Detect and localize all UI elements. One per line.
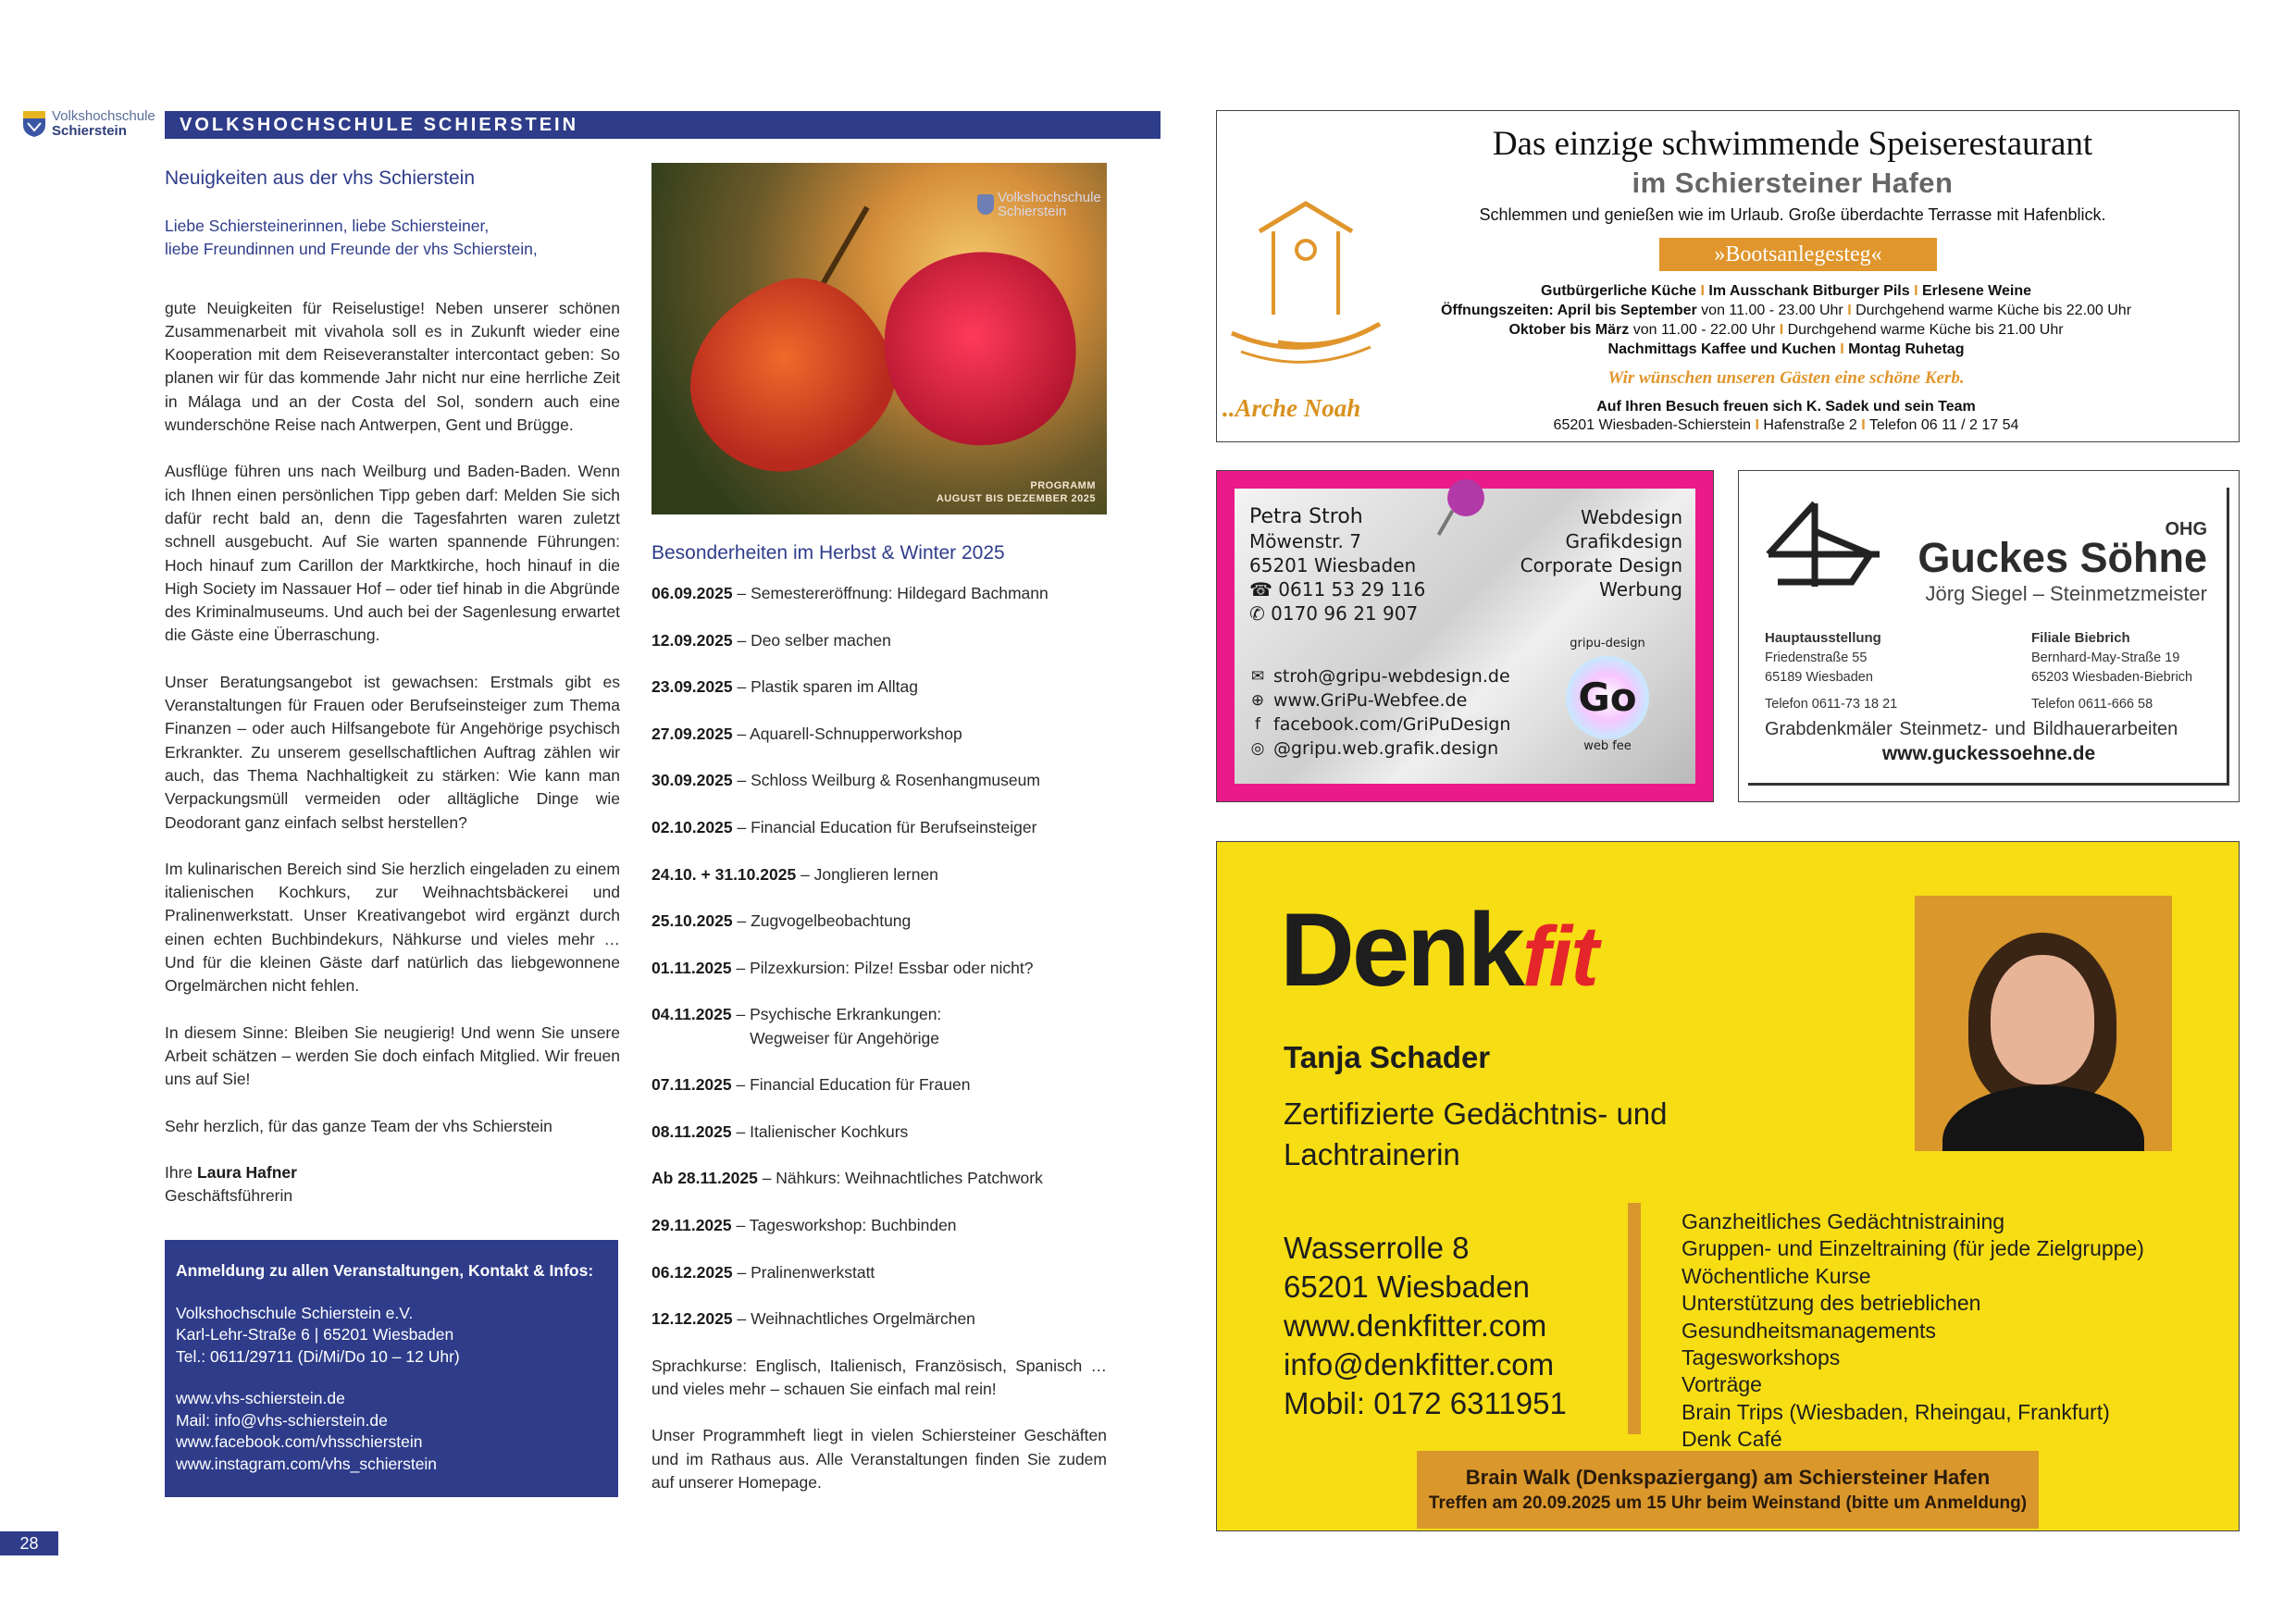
event-desc: – Nähkurs: Weihnachtliches Patchwork — [757, 1169, 1043, 1188]
infobox-org: Volkshochschule Schierstein e.V. — [176, 1303, 414, 1322]
event-date: 12.09.2025 — [652, 630, 733, 650]
facebook-icon: f — [1255, 715, 1260, 734]
separator: I — [1700, 283, 1705, 299]
brain-walk-title: Brain Walk (Denkspaziergang) am Schiersteiner Hafen — [1465, 1466, 1991, 1489]
mail-icon: ✉ — [1250, 667, 1265, 686]
vhs-logo — [22, 98, 161, 150]
denk-title — [1284, 1094, 1668, 1175]
stroh-service: Webdesign — [1581, 506, 1682, 528]
event-item — [652, 1003, 1107, 1050]
event-date: 04.11.2025 — [652, 1005, 732, 1024]
arche-extra-2: Montag Ruhetag — [1848, 341, 1965, 357]
event-item — [652, 582, 1107, 605]
event-date: 02.10.2025 — [652, 817, 733, 836]
infobox-phone: Tel.: 0611/29711 (Di/Mi/Do 10 – 12 Uhr) — [176, 1346, 460, 1366]
gripu-logo — [1547, 637, 1668, 766]
stroh-web[interactable]: www.GriPu-Webfee.de — [1273, 690, 1468, 711]
guckes-loc1-phone: Telefon 0611-73 18 21 — [1765, 697, 1898, 712]
separator: I — [1779, 322, 1784, 338]
denk-service: Brain Trips (Wiesbaden, Rheingau, Frankfurt) — [1682, 1399, 2110, 1424]
letter-signature — [165, 1161, 620, 1208]
ad-petra-stroh — [1216, 470, 1714, 802]
denkfit-logo-b: fit — [1521, 910, 1597, 1004]
event-item — [652, 910, 1107, 933]
greeting-line-2: liebe Freundinnen und Freunde der vhs Schierstein, — [165, 240, 538, 259]
event-date: 23.09.2025 — [652, 677, 733, 697]
stroh-service: Grafikdesign — [1565, 530, 1682, 552]
brain-walk-banner — [1417, 1451, 2039, 1529]
letter-paragraph-1: gute Neuigkeiten für Reiselustige! Neben unserer schönen Zusammenarbeit mit vivahola soll es in Zukunft wieder eine Kooperation mit dem Reiseveranstalter intercontact geben: So planen wir für das kommende Jahr nicht nur eine herrliche Zeit in Málaga und an der Costa del Sol, sondern auch eine wunderschöne Reise nach Antwerpen, Gent und Brügge. — [165, 298, 620, 435]
mobile-icon: ✆ — [1249, 602, 1265, 625]
section-header-bar: VOLKSHOCHSCHULE SCHIERSTEIN — [165, 111, 1160, 139]
arche-kitchen-3: Erlesene Weine — [1922, 283, 2031, 299]
arche-hours-2-label: Oktober bis März — [1508, 322, 1630, 338]
photo-logo-line2: Schierstein — [998, 204, 1067, 219]
sign-name: Laura Hafner — [197, 1162, 297, 1182]
guckes-loc1-title: Hauptausstellung — [1765, 630, 1881, 646]
denk-street: Wasserrolle 8 — [1284, 1231, 1470, 1265]
arche-address-2: Hafenstraße 2 — [1763, 417, 1857, 433]
event-item — [652, 675, 1107, 699]
denk-service: Denk Café — [1682, 1427, 1782, 1452]
letter-paragraph-4: Im kulinarischen Bereich sind Sie herzlich eingeladen zu einem italienischen Kochkurs, zur Weihnachtsbäckerei und Pralinenwerkstatt. Unser Kreativangebot wird ergänzt durch einen echten Buchbindekurs, Nähkurse und vieles mehr … Und für die kleinen Gäste darf natürlich das liebgewonnene Orgelmärchen nicht fehlen. — [165, 859, 620, 996]
denk-service: Wöchentliche Kurse — [1682, 1263, 1871, 1288]
infobox-title: Anmeldung zu allen Veranstaltungen, Kontakt & Infos: — [176, 1261, 594, 1280]
guckes-subtitle: Jörg Siegel – Steinmetzmeister — [1925, 582, 2207, 605]
program-booklet-note: Unser Programmheft liegt in vielen Schiersteiner Geschäften und im Rathaus aus. Alle Veranstaltungen finden Sie zudem auf unserer Homepage. — [652, 1426, 1107, 1492]
guckes-loc1-city: 65189 Wiesbaden — [1765, 670, 1873, 685]
stroh-instagram[interactable]: @gripu.web.grafik.design — [1273, 738, 1499, 759]
photo-logo — [977, 191, 1101, 218]
guckes-location-main — [1765, 628, 1897, 714]
photo-caption — [937, 479, 1096, 505]
event-date: 27.09.2025 — [652, 724, 733, 743]
event-desc: – Psychische Erkrankungen: Wegweiser für Angehörige — [736, 1005, 942, 1047]
stroh-city: 65201 Wiesbaden — [1249, 554, 1417, 576]
separator: I — [1914, 283, 1918, 299]
stroh-street: Möwenstr. 7 — [1249, 530, 1361, 552]
denk-city: 65201 Wiesbaden — [1284, 1270, 1531, 1304]
arche-info — [1347, 281, 2226, 359]
denk-mail[interactable]: info@denkfitter.com — [1284, 1347, 1555, 1381]
guckes-url[interactable]: www.guckessoehne.de — [1881, 743, 2096, 764]
event-item — [652, 1073, 1107, 1096]
phone-icon: ☎ — [1249, 578, 1272, 601]
photo-caption-1: PROGRAMM — [1030, 480, 1096, 491]
event-desc: – Aquarell-Schnupperworkshop — [732, 724, 962, 743]
event-desc: – Schloss Weilburg & Rosenhangmuseum — [732, 771, 1040, 790]
separator: I — [1861, 417, 1866, 433]
event-desc: – Weihnachtliches Orgelmärchen — [732, 1309, 975, 1329]
letter-paragraph-5: In diesem Sinne: Bleiben Sie neugierig! Und wenn Sie unsere Arbeit schätzen – werden Sie doch einfach Mitglied. Wir freuen uns auf Sie! — [165, 1022, 620, 1089]
stroh-service: Corporate Design — [1520, 554, 1682, 576]
infobox-address: Karl-Lehr-Straße 6 | 65201 Wiesbaden — [176, 1325, 454, 1344]
arche-hours-1-note: Durchgehend warme Küche bis 22.00 Uhr — [1851, 303, 2132, 318]
event-desc: – Jonglieren lernen — [796, 864, 938, 884]
denk-title-2: Lachtrainerin — [1284, 1137, 1460, 1171]
event-item — [652, 1121, 1107, 1144]
arche-hours-1-time: von 11.00 - 23.00 Uhr — [1696, 303, 1848, 318]
event-item — [652, 1167, 1107, 1190]
pushpin-needle — [1437, 510, 1454, 536]
stonemason-logo-icon — [1759, 499, 1889, 591]
denk-title-1: Zertifizierte Gedächtnis- und — [1284, 1096, 1668, 1131]
denkfit-logo-a: Denk — [1280, 892, 1522, 1008]
arche-address-3: Telefon 06 11 / 2 17 54 — [1868, 417, 2019, 433]
arche-extra-1: Nachmittags Kaffee und Kuchen — [1607, 341, 1836, 357]
ad-guckes-soehne — [1738, 470, 2240, 802]
letter-paragraph-3: Unser Beratungsangebot ist gewachsen: Erstmals gibt es Veranstaltungen für Frauen oder Berufseinsteiger zum Thema Finanzen – oder auch Hilfsangebote für Angehörige psychisch Erkrankter. Zu unserem gesellschaftlichen Auftrag zählen wir auch, das Thema Nachhaltigkeit zu stärken: Wie kann man Verpackungsmüll vermeiden oder alltägliche Dinge wie Deodorant ganz einfach selbst herstellen? — [165, 672, 620, 832]
vhs-logo-text — [52, 109, 155, 139]
event-desc: – Financial Education für Frauen — [731, 1075, 971, 1095]
stroh-phone: 0611 53 29 116 — [1278, 578, 1426, 601]
denk-service: Tagesworkshops — [1682, 1345, 1841, 1370]
sign-role: Geschäftsführerin — [165, 1186, 293, 1206]
stroh-service: Werbung — [1599, 578, 1682, 601]
event-date: 07.11.2025 — [652, 1075, 732, 1095]
guckes-ohg: OHG — [2165, 519, 2207, 539]
separator: I — [1840, 341, 1844, 357]
event-item — [652, 723, 1107, 746]
guckes-loc2-street: Bernhard-May-Straße 19 — [2031, 650, 2180, 665]
event-item — [652, 629, 1107, 652]
arche-subtitle: im Schiersteiner Hafen — [1632, 167, 1954, 199]
red-leaf — [864, 232, 1095, 463]
guckes-loc2-city: 65203 Wiesbaden-Biebrich — [2031, 670, 2193, 685]
brain-walk-date: Treffen am 20.09.2025 um 15 Uhr beim Weinstand (bitte um Anmeldung) — [1428, 1493, 2028, 1513]
contact-infobox — [165, 1240, 618, 1497]
stroh-email[interactable]: stroh@gripu-webdesign.de — [1273, 666, 1510, 687]
arche-brand: ..Arche Noah — [1222, 394, 1361, 422]
vhs-logo-line2: Schierstein — [52, 123, 127, 139]
arche-tagline: Schlemmen und genießen wie im Urlaub. Große überdachte Terrasse mit Hafenblick. — [1479, 205, 2106, 224]
stroh-business-card — [1235, 489, 1695, 784]
event-item — [652, 1307, 1107, 1331]
denk-service: Gruppen- und Einzeltraining (für jede Zielgruppe) — [1682, 1236, 2144, 1261]
arche-kitchen-2: Im Ausschank Bitburger Pils — [1708, 283, 1910, 299]
separator: I — [1847, 303, 1852, 318]
arche-kitchen-1: Gutbürgerliche Küche — [1541, 283, 1697, 299]
event-desc: – Pilzexkursion: Pilze! Essbar oder nicht? — [731, 958, 1034, 977]
portrait-body — [1942, 1085, 2144, 1151]
infobox-mail-link[interactable]: Mail: info@vhs-schierstein.de — [176, 1410, 388, 1430]
arche-address-1: 65201 Wiesbaden-Schierstein — [1553, 417, 1752, 433]
arche-title: Das einzige schwimmende Speiserestaurant — [1492, 125, 2093, 163]
event-date: 08.11.2025 — [652, 1121, 732, 1141]
gripu-logo-bottom: web fee — [1583, 739, 1632, 753]
event-date: 30.09.2025 — [652, 771, 733, 790]
event-date: 01.11.2025 — [652, 958, 732, 977]
gripu-logo-top: gripu-design — [1570, 637, 1645, 650]
photo-shield-icon — [977, 194, 994, 215]
separator: I — [1755, 417, 1759, 433]
sign-prefix: Ihre — [165, 1162, 193, 1182]
guckes-tags: Grabdenkmäler Steinmetz- und Bildhauerarbeiten — [1765, 719, 2178, 739]
globe-icon: ⊕ — [1250, 691, 1265, 710]
denk-contact — [1284, 1229, 1567, 1423]
portrait-photo — [1915, 896, 2172, 1151]
event-date: 06.12.2025 — [652, 1262, 733, 1282]
arche-hours-2-time: von 11.00 - 22.00 Uhr — [1629, 322, 1780, 338]
event-desc: – Plastik sparen im Alltag — [732, 677, 918, 697]
infobox-instagram-link[interactable]: www.instagram.com/vhs_schierstein — [176, 1454, 438, 1473]
infobox-facebook-link[interactable]: www.facebook.com/vhsschierstein — [176, 1432, 423, 1451]
program-cover-photo — [652, 163, 1107, 514]
event-date: 25.10.2025 — [652, 911, 733, 931]
denk-divider — [1628, 1203, 1641, 1434]
denk-services — [1682, 1208, 2239, 1454]
event-date: 06.09.2025 — [652, 584, 733, 602]
letter-greeting — [165, 215, 620, 262]
event-date: 24.10. + 31.10.2025 — [652, 864, 797, 884]
letter-paragraph-2: Ausflüge führen uns nach Weilburg und Baden-Baden. Wenn ich Ihnen einen persönlichen Tipp geben darf: Melden Sie sich dafür recht bald an, denn die Tagesfahrten waren zuletzt schnell ausgebucht. Auf Sie warten spannende Führungen: Hoch hinauf zum Carillon der Marktkirche, hoch hinauf in die High Society im Nassauer Hof – oder tief hinab in die Abgründe des Kriminalmuseums. Und auch bei der Sagenlesung erwartet die Gäste eine Überraschung. — [165, 462, 620, 645]
event-desc: – Zugvogelbeobachtung — [732, 911, 912, 931]
stroh-mobile: 0170 96 21 907 — [1271, 602, 1419, 625]
event-date: 29.11.2025 — [652, 1216, 732, 1235]
events-column — [652, 163, 1107, 1518]
arche-footer — [1347, 398, 2226, 435]
guckes-location-branch — [2031, 628, 2192, 714]
photo-logo-line1: Volkshochschule — [998, 190, 1101, 205]
stroh-services — [1520, 505, 1682, 601]
event-item — [652, 769, 1107, 792]
denk-service: Vorträge — [1682, 1372, 1762, 1397]
event-item — [652, 1214, 1107, 1237]
event-item — [652, 1261, 1107, 1284]
gripu-logo-mid: Go — [1566, 656, 1649, 739]
vhs-logo-line1: Volkshochschule — [52, 108, 155, 124]
portrait-face — [1991, 955, 2094, 1084]
events-list — [652, 582, 1107, 1332]
guckes-loc2-phone: Telefon 0611-666 58 — [2031, 697, 2153, 712]
arche-wish: Wir wünschen unseren Gästen eine schöne Kerb. — [1607, 368, 1965, 388]
events-title: Besonderheiten im Herbst & Winter 2025 — [652, 542, 1005, 564]
denk-service: Unterstützung des betrieblichen Gesundheitsmanagements — [1682, 1291, 1981, 1343]
denk-mobile: Mobil: 0172 6311951 — [1284, 1386, 1567, 1420]
orange-leaf — [663, 254, 917, 497]
denk-web[interactable]: www.denkfitter.com — [1284, 1308, 1547, 1343]
event-desc: – Italienischer Kochkurs — [731, 1121, 909, 1141]
letter-heading: Neuigkeiten aus der vhs Schierstein — [165, 167, 476, 189]
arche-hours-1-label: Öffnungszeiten: April bis September — [1440, 303, 1697, 318]
greeting-line-1: Liebe Schiersteinerinnen, liebe Schiersteiner, — [165, 217, 490, 235]
stroh-address — [1249, 505, 1425, 626]
letter-column — [165, 167, 620, 1208]
guckes-loc2-title: Filiale Biebrich — [2031, 630, 2130, 646]
stroh-contacts — [1249, 664, 1510, 761]
event-desc: – Financial Education für Berufseinsteiger — [732, 817, 1037, 836]
arche-badge: »Bootsanlegesteg« — [1659, 238, 1937, 271]
arche-welcome: Auf Ihren Besuch freuen sich K. Sadek und sein Team — [1596, 399, 1976, 415]
stroh-facebook[interactable]: facebook.com/GriPuDesign — [1273, 714, 1511, 735]
event-item — [652, 863, 1107, 886]
event-date: Ab 28.11.2025 — [652, 1169, 758, 1188]
denk-name: Tanja Schader — [1284, 1040, 1491, 1074]
stroh-name: Petra Stroh — [1249, 505, 1363, 528]
event-item — [652, 816, 1107, 839]
page-number: 28 — [0, 1531, 58, 1555]
guckes-name: Guckes Söhne — [1917, 534, 2207, 581]
event-desc: – Deo selber machen — [732, 630, 891, 650]
vhs-shield-icon — [22, 110, 46, 138]
photo-caption-2: AUGUST BIS DEZEMBER 2025 — [936, 493, 1096, 504]
event-desc: – Tagesworkshop: Buchbinden — [731, 1216, 957, 1235]
letter-paragraph-6: Sehr herzlich, für das ganze Team der vhs Schierstein — [165, 1116, 552, 1135]
denk-service: Ganzheitliches Gedächtnistraining — [1682, 1209, 2005, 1233]
event-desc: – Pralinenwerkstatt — [732, 1262, 875, 1282]
event-date: 12.12.2025 — [652, 1309, 733, 1329]
arche-hours-2-note: Durchgehend warme Küche bis 21.00 Uhr — [1783, 322, 2064, 338]
denkfit-logo — [1280, 890, 1597, 1010]
guckes-loc1-street: Friedenstraße 55 — [1765, 650, 1868, 665]
language-courses-note: Sprachkurse: Englisch, Italienisch, Französisch, Spanisch … und vieles mehr – schauen Sie einfach mal rein! — [652, 1356, 1107, 1399]
event-item — [652, 957, 1107, 980]
instagram-icon: ◎ — [1250, 739, 1265, 758]
ad-arche-noah — [1216, 110, 2240, 442]
event-desc: – Semestereröffnung: Hildegard Bachmann — [732, 584, 1049, 602]
ad-denkfit — [1216, 841, 2240, 1531]
infobox-web-link[interactable]: www.vhs-schierstein.de — [176, 1389, 345, 1407]
